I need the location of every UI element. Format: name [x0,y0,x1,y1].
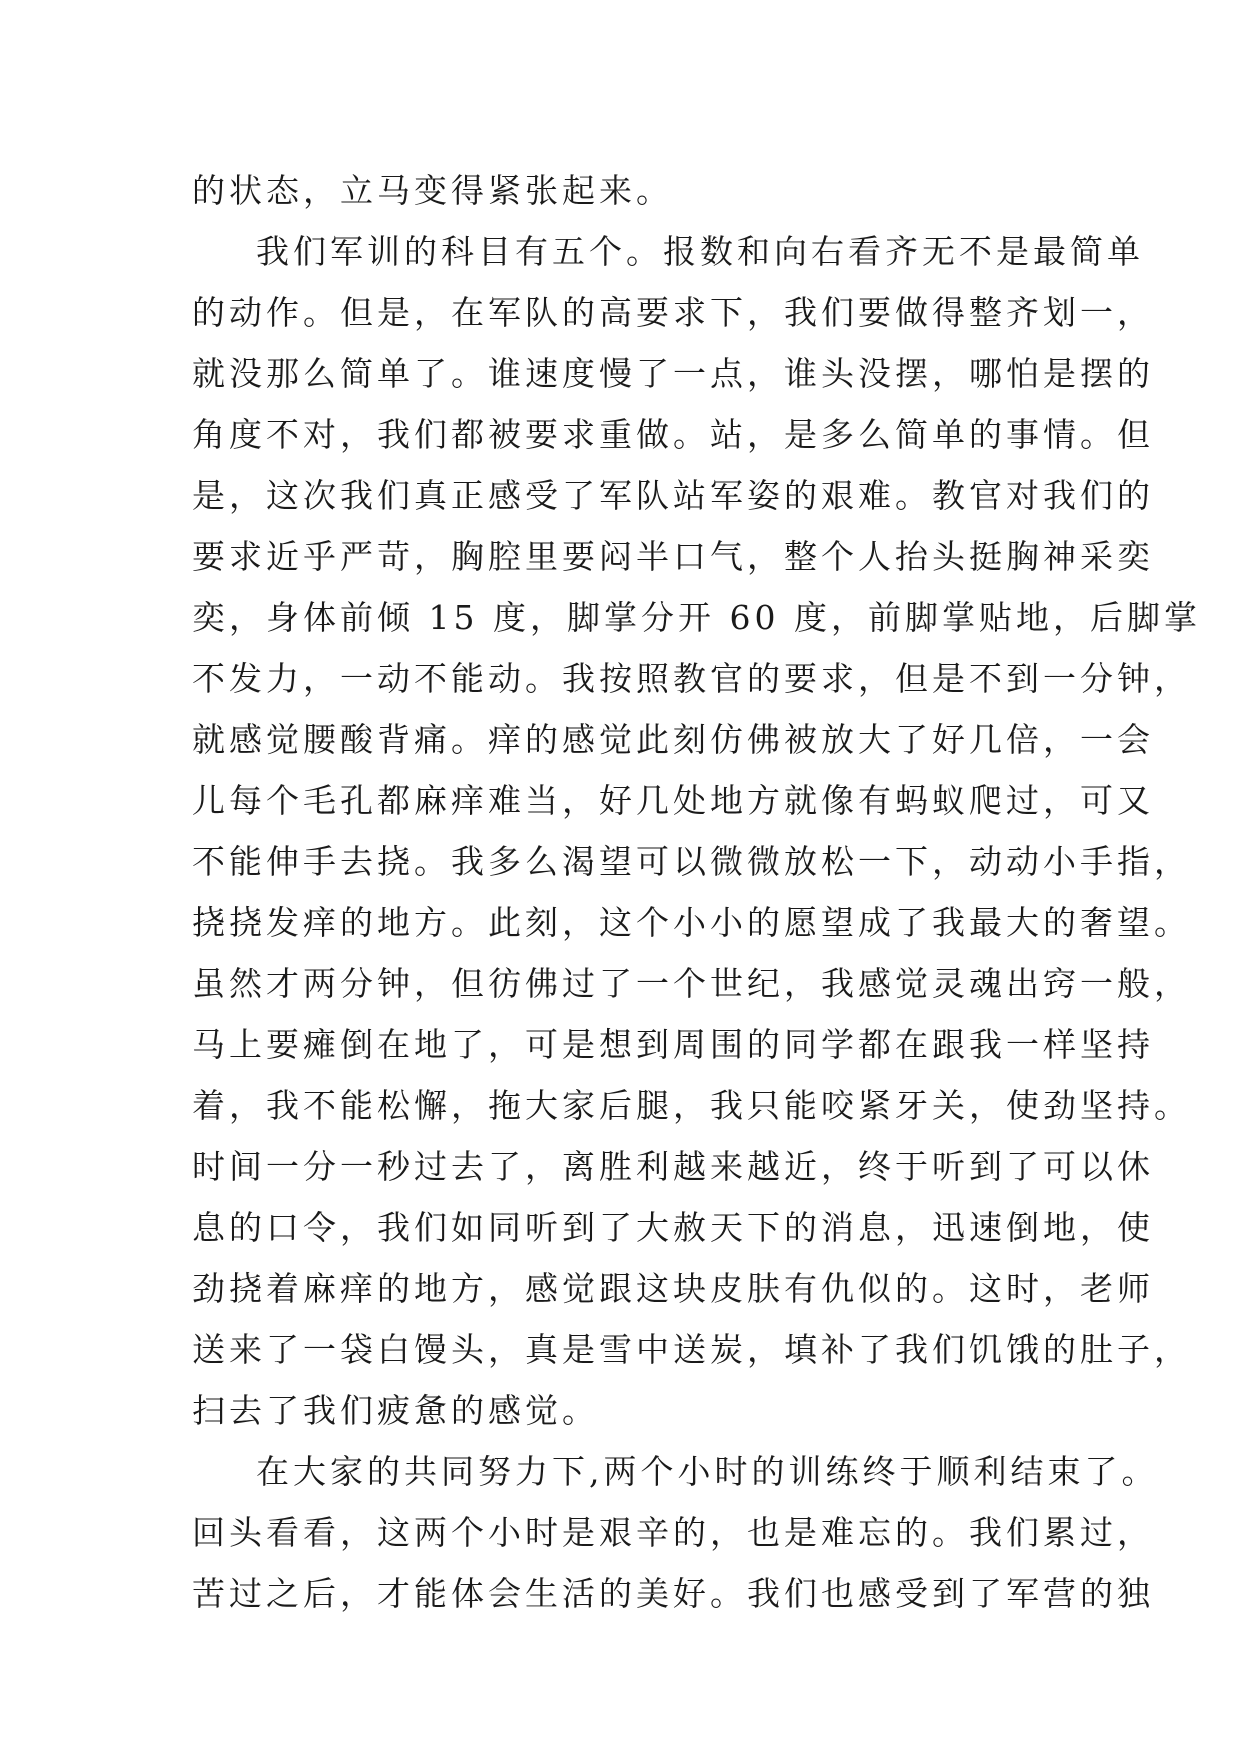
text-line: 劲挠着麻痒的地方，感觉跟这块皮肤有仇似的。这时，老师 [192,1269,1154,1308]
text-line: 着，我不能松懈，拖大家后腿，我只能咬紧牙关，使劲坚持。 [192,1086,1191,1125]
text-line: 在大家的共同努力下,两个小时的训练终于顺利结束了。 [256,1452,1159,1491]
text-line: 虽然才两分钟，但彷佛过了一个世纪，我感觉灵魂出窍一般， [192,964,1191,1003]
text-line: 奕，身体前倾 15 度，脚掌分开 60 度，前脚掌贴地，后脚掌 [192,598,1201,637]
text-line: 息的口令，我们如同听到了大赦天下的消息，迅速倒地，使 [192,1208,1154,1247]
text-line: 扫去了我们疲惫的感觉。 [192,1391,599,1430]
text-line: 我们军训的科目有五个。报数和向右看齐无不是最简单 [256,232,1144,271]
text-line: 回头看看，这两个小时是艰辛的，也是难忘的。我们累过， [192,1513,1154,1552]
text-line: 的状态，立马变得紧张起来。 [192,171,673,210]
text-line: 角度不对，我们都被要求重做。站，是多么简单的事情。但 [192,415,1154,454]
essay-body [192,160,1201,1624]
text-line: 苦过之后，才能体会生活的美好。我们也感受到了军营的独 [192,1574,1154,1613]
text-line: 的动作。但是，在军队的高要求下，我们要做得整齐划一， [192,293,1154,332]
text-line: 送来了一袋白馒头，真是雪中送炭，填补了我们饥饿的肚子， [192,1330,1191,1369]
text-line: 挠挠发痒的地方。此刻，这个小小的愿望成了我最大的奢望。 [192,903,1191,942]
text-line: 要求近乎严苛，胸腔里要闷半口气，整个人抬头挺胸神采奕 [192,537,1154,576]
text-line: 时间一分一秒过去了，离胜利越来越近，终于听到了可以休 [192,1147,1154,1186]
text-line: 不发力，一动不能动。我按照教官的要求，但是不到一分钟， [192,659,1191,698]
text-line: 就没那么简单了。谁速度慢了一点，谁头没摆，哪怕是摆的 [192,354,1154,393]
text-line: 就感觉腰酸背痛。痒的感觉此刻仿佛被放大了好几倍，一会 [192,720,1154,759]
text-line: 马上要瘫倒在地了，可是想到周围的同学都在跟我一样坚持 [192,1025,1154,1064]
text-line: 儿每个毛孔都麻痒难当，好几处地方就像有蚂蚁爬过，可又 [192,781,1154,820]
text-line: 不能伸手去挠。我多么渴望可以微微放松一下，动动小手指， [192,842,1191,881]
text-line: 是，这次我们真正感受了军队站军姿的艰难。教官对我们的 [192,476,1154,515]
